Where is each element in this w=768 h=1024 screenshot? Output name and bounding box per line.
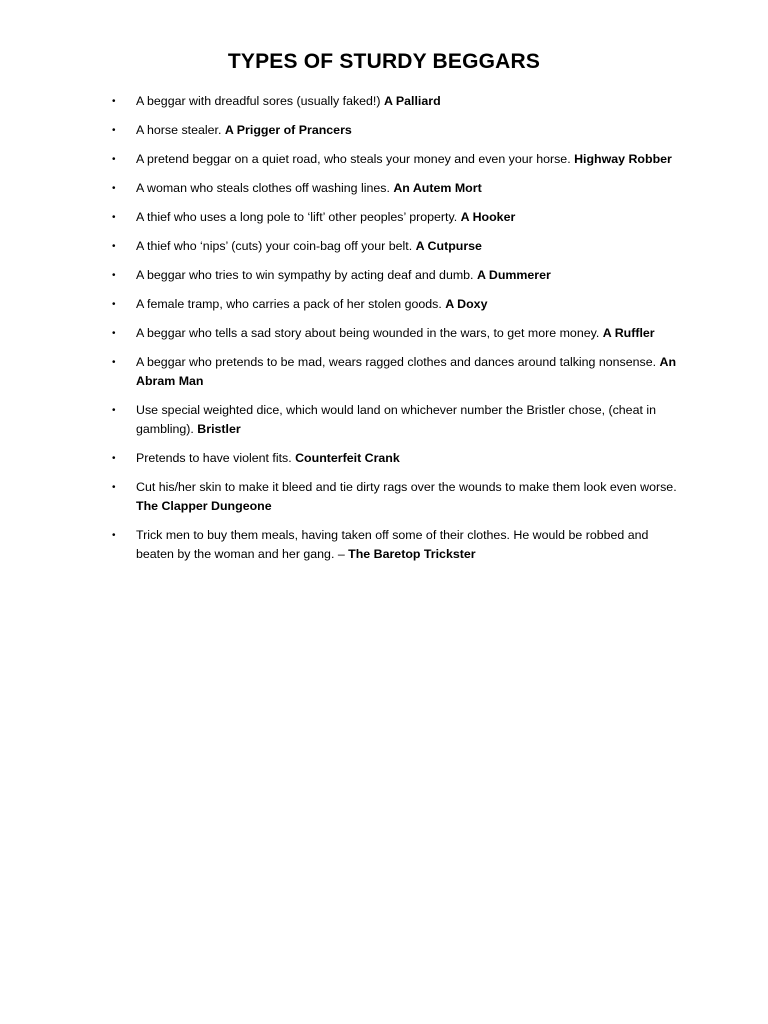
- bullet-icon: •: [112, 270, 116, 281]
- bullet-icon: •: [112, 453, 116, 464]
- list-item: [108, 324, 678, 343]
- bullet-icon: •: [112, 241, 116, 252]
- bullet-icon: •: [112, 530, 116, 541]
- list-item: [108, 401, 678, 439]
- list-item: [108, 295, 678, 314]
- item-description: A thief who ‘nips’ (cuts) your coin-bag off your belt.: [136, 239, 416, 253]
- bullet-icon: •: [112, 96, 116, 107]
- bullet-icon: •: [112, 299, 116, 310]
- item-answer: Counterfeit Crank: [295, 451, 400, 465]
- item-description: A beggar who tells a sad story about being wounded in the wars, to get more money.: [136, 326, 603, 340]
- bullet-icon: •: [112, 125, 116, 136]
- list-item: [108, 150, 678, 169]
- list-item: [108, 179, 678, 198]
- item-answer: An Abram Man: [136, 355, 677, 388]
- item-description: A thief who uses a long pole to ‘lift’ other peoples’ property.: [136, 210, 461, 224]
- item-description: Use special weighted dice, which would land on whichever number the Bristler chose, (cheat in gambling).: [136, 403, 656, 436]
- item-answer: A Hooker: [460, 210, 516, 224]
- list-item: [108, 526, 678, 564]
- item-answer: A Dummerer: [476, 268, 551, 282]
- list-item: [108, 353, 678, 391]
- item-answer: A Palliard: [383, 94, 441, 108]
- bullet-icon: •: [112, 212, 116, 223]
- item-answer: The Baretop Trickster: [348, 547, 476, 561]
- item-answer: The Clapper Dungeone: [136, 499, 272, 513]
- bullet-icon: •: [112, 357, 116, 368]
- item-description: A woman who steals clothes off washing lines.: [136, 181, 394, 195]
- item-answer: A Doxy: [445, 297, 488, 311]
- item-answer: A Prigger of Prancers: [224, 123, 352, 137]
- bullet-icon: •: [112, 328, 116, 339]
- list-item: [108, 478, 678, 516]
- bullet-icon: •: [112, 405, 116, 416]
- list-item: [108, 237, 678, 256]
- item-description: A beggar with dreadful sores (usually faked!): [136, 94, 384, 108]
- item-description: A beggar who pretends to be mad, wears ragged clothes and dances around talking nonsense.: [136, 355, 660, 369]
- item-answer: Bristler: [197, 422, 241, 436]
- item-description: Trick men to buy them meals, having taken off some of their clothes. He would be robbed and beaten by the woman and her gang. –: [136, 528, 649, 561]
- bullet-icon: •: [112, 183, 116, 194]
- item-description: Pretends to have violent fits.: [136, 451, 296, 465]
- list-item: [108, 121, 678, 140]
- item-answer: Highway Robber: [574, 152, 672, 166]
- beggar-types-list: [108, 92, 678, 574]
- bullet-icon: •: [112, 482, 116, 493]
- list-item: [108, 92, 678, 111]
- list-item: [108, 266, 678, 285]
- item-description: A beggar who tries to win sympathy by acting deaf and dumb.: [136, 268, 477, 282]
- bullet-icon: •: [112, 154, 116, 165]
- list-item: [108, 449, 678, 468]
- item-description: A pretend beggar on a quiet road, who steals your money and even your horse.: [136, 152, 575, 166]
- page-title: TYPES OF STURDY BEGGARS: [227, 50, 541, 73]
- item-description: Cut his/her skin to make it bleed and tie dirty rags over the wounds to make them look even worse.: [136, 480, 677, 494]
- item-answer: A Ruffler: [602, 326, 655, 340]
- item-description: A female tramp, who carries a pack of her stolen goods.: [136, 297, 446, 311]
- item-description: A horse stealer.: [136, 123, 225, 137]
- item-answer: An Autem Mort: [393, 181, 482, 195]
- list-item: [108, 208, 678, 227]
- item-answer: A Cutpurse: [415, 239, 482, 253]
